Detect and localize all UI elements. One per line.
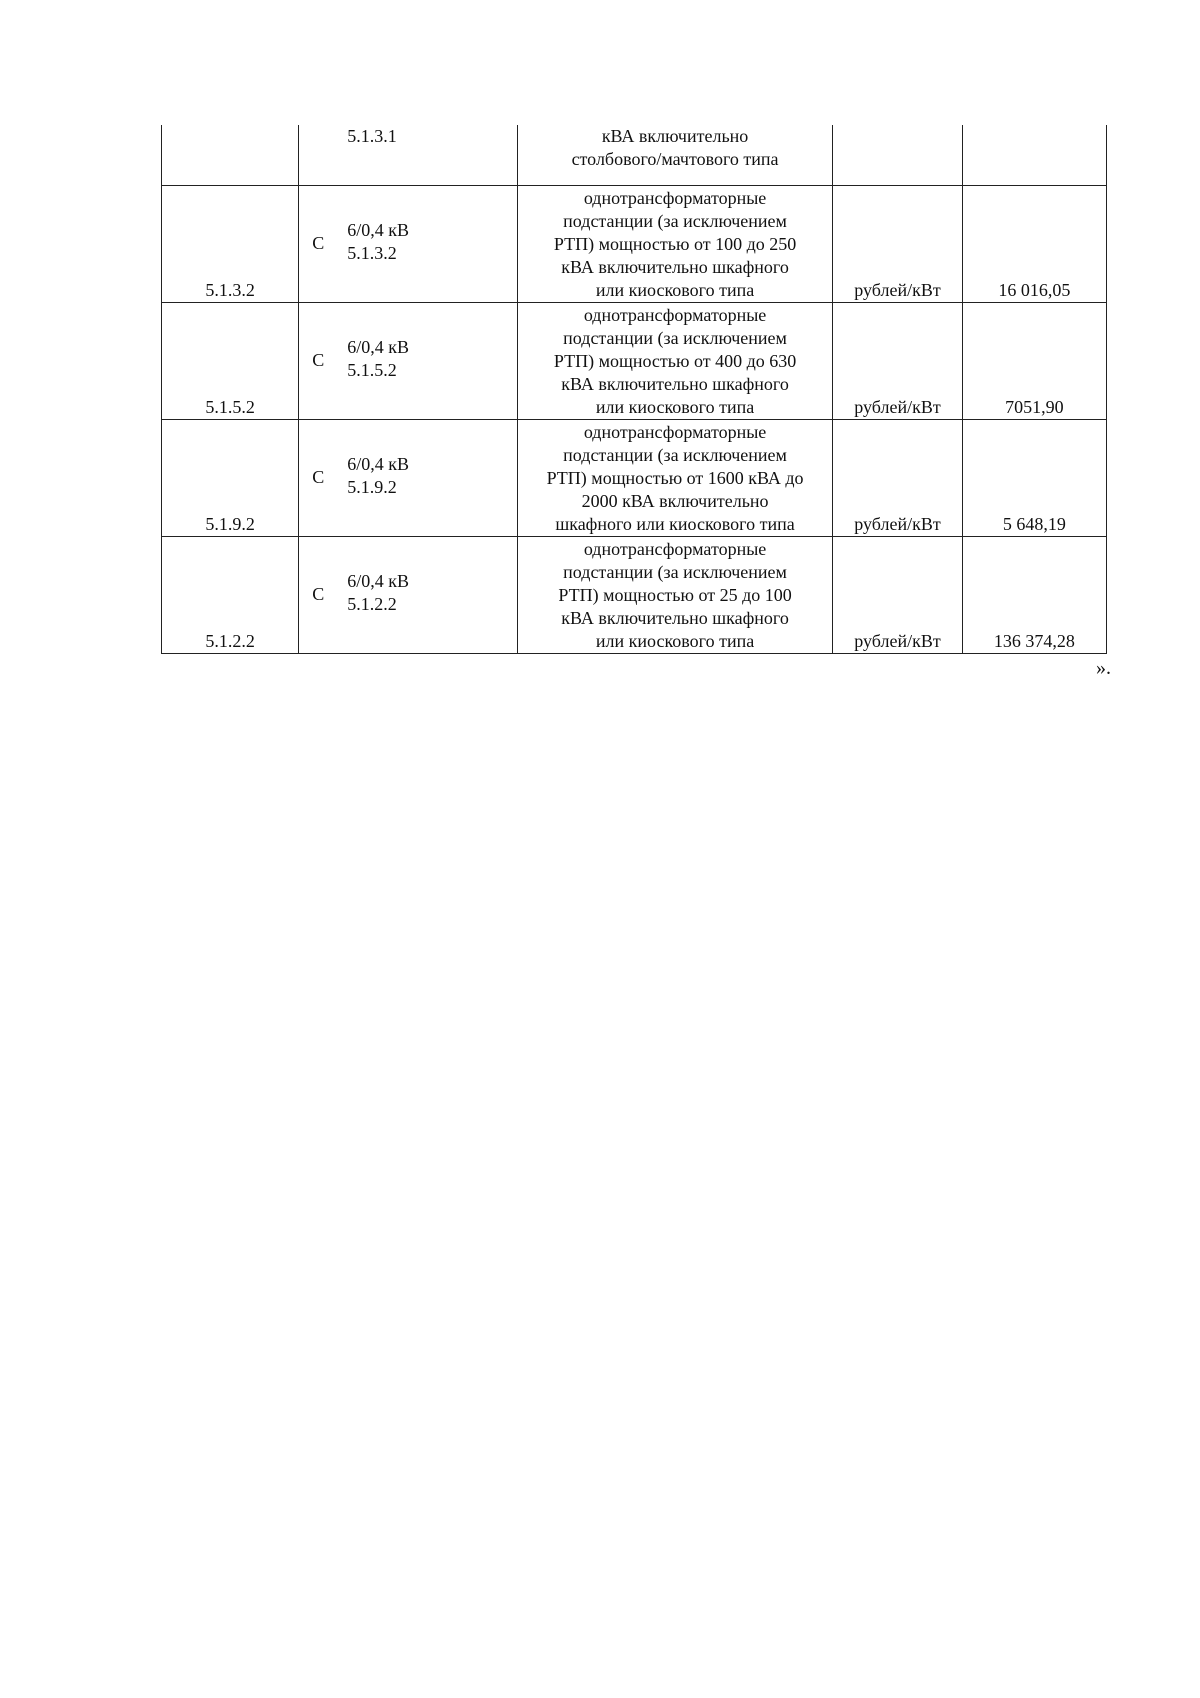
- subcode-text: 5.1.5.2: [347, 359, 397, 380]
- table-row: [162, 536, 1107, 653]
- c-letter-text: С: [312, 349, 325, 370]
- table-row: [162, 185, 1107, 302]
- row-unit-cell: рублей/кВт: [833, 419, 962, 536]
- voltage-lines: [347, 336, 409, 382]
- row-unit-cell: рублей/кВт: [833, 536, 962, 653]
- row-code-cell: 5.1.2.2: [162, 536, 299, 653]
- row-value-cell: 5 648,19: [962, 419, 1106, 536]
- row-voltage-cell: [299, 419, 517, 536]
- voltage-lines: [347, 570, 409, 616]
- row-value-cell: 136 374,28: [962, 536, 1106, 653]
- table-row: [162, 302, 1107, 419]
- voltage-lines: [347, 219, 409, 265]
- table-row: [162, 125, 1107, 185]
- subcode-text: 5.1.3.2: [347, 242, 397, 263]
- table-row: [162, 419, 1107, 536]
- row-description-cell: однотрансформаторные подстанции (за исключением РТП) мощностью от 400 до 630 кВА включительно шкафного или киоскового типа: [517, 302, 833, 419]
- subcode-text: 5.1.3.1: [347, 126, 397, 146]
- row-description-cell: однотрансформаторные подстанции (за исключением РТП) мощностью от 100 до 250 кВА включительно шкафного или киоскового типа: [517, 185, 833, 302]
- voltage-text: 6/0,4 кВ: [347, 453, 410, 474]
- row-code-cell: 5.1.5.2: [162, 302, 299, 419]
- voltage-text: 6/0,4 кВ: [347, 219, 410, 240]
- row-description-cell: кВА включительно столбового/мачтового типа: [517, 125, 833, 185]
- c-letter-text: С: [312, 583, 325, 604]
- row-unit-cell: [833, 125, 962, 185]
- voltage-lines: [347, 125, 397, 148]
- subcode-text: 5.1.9.2: [347, 476, 397, 497]
- row-value-cell: [962, 125, 1106, 185]
- row-voltage-cell: [299, 536, 517, 653]
- tariff-table: [161, 125, 1107, 654]
- row-voltage-cell: [299, 125, 517, 185]
- voltage-text: 6/0,4 кВ: [347, 570, 410, 591]
- subcode-text: 5.1.2.2: [347, 593, 397, 614]
- row-code-cell: [162, 125, 299, 185]
- row-unit-cell: рублей/кВт: [833, 302, 962, 419]
- row-code-cell: 5.1.9.2: [162, 419, 299, 536]
- row-code-cell: 5.1.3.2: [162, 185, 299, 302]
- voltage-text: 6/0,4 кВ: [347, 336, 410, 357]
- row-value-cell: 16 016,05: [962, 185, 1106, 302]
- row-description-cell: однотрансформаторные подстанции (за исключением РТП) мощностью от 25 до 100 кВА включительно шкафного или киоскового типа: [517, 536, 833, 653]
- row-unit-cell: рублей/кВт: [833, 185, 962, 302]
- row-value-cell: 7051,90: [962, 302, 1106, 419]
- row-description-cell: однотрансформаторные подстанции (за исключением РТП) мощностью от 1600 кВА до 2000 кВА включительно шкафного или киоскового типа: [517, 419, 833, 536]
- voltage-lines: [347, 453, 409, 499]
- closing-quote: ».: [1096, 657, 1111, 679]
- c-letter-text: С: [312, 466, 325, 487]
- c-letter-text: С: [312, 232, 325, 253]
- row-voltage-cell: [299, 185, 517, 302]
- row-voltage-cell: [299, 302, 517, 419]
